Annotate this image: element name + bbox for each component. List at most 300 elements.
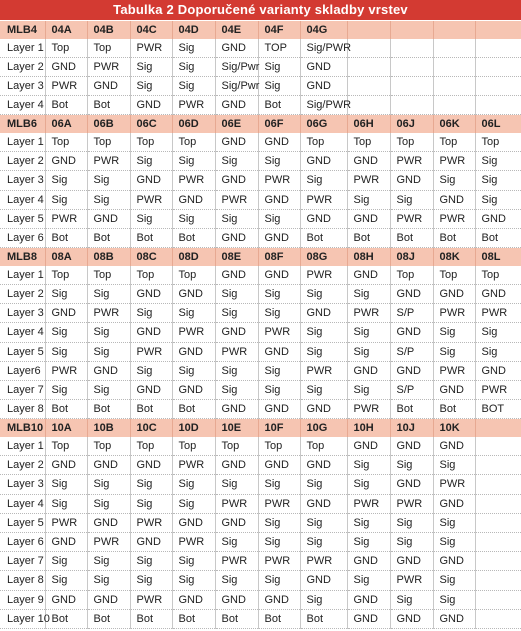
- table-cell: PWR: [300, 266, 347, 284]
- table-cell: Sig: [87, 494, 130, 513]
- table-cell: Sig: [347, 323, 390, 342]
- table-cell: PWR: [300, 552, 347, 571]
- table-row: [0, 304, 521, 323]
- table-row: [0, 133, 521, 151]
- table-cell: Sig: [433, 571, 475, 590]
- table-cell: Bot: [172, 609, 215, 628]
- table-cell: Sig: [347, 475, 390, 494]
- table-cell: [433, 39, 475, 57]
- table-cell: PWR: [300, 361, 347, 380]
- table-cell: Sig: [433, 342, 475, 361]
- table-cell: [475, 39, 521, 57]
- table-cell: Top: [172, 266, 215, 284]
- table-cell: GND: [258, 456, 300, 475]
- table-cell: Bot: [300, 609, 347, 628]
- table-cell: Sig: [300, 380, 347, 399]
- table-cell: Sig: [258, 380, 300, 399]
- variant-header: 04F: [258, 21, 300, 39]
- table-cell: PWR: [172, 532, 215, 551]
- table-cell: GND: [390, 323, 433, 342]
- table-cell: GND: [45, 590, 87, 609]
- table-cell: Sig: [87, 284, 130, 303]
- table-cell: GND: [215, 323, 258, 342]
- variant-header: 06G: [300, 115, 347, 133]
- table-cell: Top: [87, 437, 130, 455]
- table-cell: Sig: [130, 494, 172, 513]
- table-title: Tabulka 2 Doporučené varianty skladby vrstev: [0, 0, 521, 20]
- table-cell: Sig: [433, 323, 475, 342]
- variant-header: 08J: [390, 248, 433, 266]
- table-cell: Sig: [215, 571, 258, 590]
- table-cell: PWR: [347, 494, 390, 513]
- table-cell: [347, 96, 390, 115]
- table-cell: GND: [45, 304, 87, 323]
- table-cell: PWR: [347, 171, 390, 190]
- table-cell: GND: [258, 590, 300, 609]
- layer-label: Layer 4: [0, 96, 45, 115]
- table-cell: GND: [300, 494, 347, 513]
- table-cell: Sig/PWR: [300, 39, 347, 57]
- variant-header: 04C: [130, 21, 172, 39]
- table-cell: Bot: [45, 96, 87, 115]
- table-cell: PWR: [258, 494, 300, 513]
- table-cell: GND: [258, 133, 300, 151]
- table-cell: PWR: [130, 342, 172, 361]
- table-cell: PWR: [45, 76, 87, 95]
- variant-header: [390, 21, 433, 39]
- table-cell: Bot: [87, 228, 130, 247]
- layer-label: Layer 4: [0, 494, 45, 513]
- table-cell: PWR: [172, 96, 215, 115]
- table-cell: PWR: [130, 513, 172, 532]
- table-cell: GND: [87, 76, 130, 95]
- table-cell: Sig: [347, 190, 390, 209]
- table-cell: GND: [300, 76, 347, 95]
- table-cell: PWR: [87, 57, 130, 76]
- table-cell: Bot: [390, 228, 433, 247]
- section-header-row: [0, 115, 521, 133]
- table-cell: Sig: [215, 304, 258, 323]
- table-cell: Sig: [172, 361, 215, 380]
- layer-label: Layer 3: [0, 304, 45, 323]
- table-cell: [347, 57, 390, 76]
- table-cell: Bot: [45, 400, 87, 419]
- table-cell: PWR: [215, 342, 258, 361]
- table-cell: Sig: [347, 380, 390, 399]
- table-cell: [390, 96, 433, 115]
- table-cell: PWR: [172, 323, 215, 342]
- table-cell: PWR: [433, 361, 475, 380]
- table-cell: Sig: [433, 590, 475, 609]
- table-cell: [390, 57, 433, 76]
- table-cell: Sig: [45, 475, 87, 494]
- table-cell: Sig: [475, 342, 521, 361]
- table-cell: Bot: [258, 609, 300, 628]
- table-cell: PWR: [390, 494, 433, 513]
- table-cell: Bot: [215, 609, 258, 628]
- table-cell: Sig: [300, 513, 347, 532]
- table-row: [0, 284, 521, 303]
- table-cell: Sig: [130, 209, 172, 228]
- variant-header: 10F: [258, 419, 300, 437]
- table-cell: Sig: [347, 284, 390, 303]
- table-cell: [433, 57, 475, 76]
- table-row: [0, 361, 521, 380]
- table-cell: GND: [347, 209, 390, 228]
- table-cell: Sig: [347, 532, 390, 551]
- table-cell: GND: [475, 361, 521, 380]
- variant-header: 08L: [475, 248, 521, 266]
- table-cell: Sig: [300, 342, 347, 361]
- variant-header: 04D: [172, 21, 215, 39]
- table-cell: GND: [172, 590, 215, 609]
- table-cell: PWR: [172, 171, 215, 190]
- section-label: MLB4: [0, 21, 45, 39]
- variant-header: [433, 21, 475, 39]
- variant-header: 10G: [300, 419, 347, 437]
- layer-label: Layer6: [0, 361, 45, 380]
- section-label: MLB6: [0, 115, 45, 133]
- table-row: [0, 152, 521, 171]
- table-cell: GND: [130, 323, 172, 342]
- table-cell: Sig: [45, 342, 87, 361]
- layer-label: Layer 7: [0, 552, 45, 571]
- table-cell: GND: [172, 342, 215, 361]
- table-cell: [475, 609, 521, 628]
- table-cell: Top: [45, 437, 87, 455]
- table-cell: GND: [130, 96, 172, 115]
- table-cell: Sig: [433, 171, 475, 190]
- table-cell: Top: [390, 266, 433, 284]
- table-cell: Sig: [172, 57, 215, 76]
- table-cell: S/P: [390, 380, 433, 399]
- table-cell: Sig: [390, 190, 433, 209]
- layer-label: Layer 9: [0, 590, 45, 609]
- table-cell: Bot: [87, 609, 130, 628]
- table-cell: Top: [215, 437, 258, 455]
- table-cell: [347, 76, 390, 95]
- table-row: [0, 209, 521, 228]
- table-cell: GND: [300, 304, 347, 323]
- table-cell: Sig: [300, 590, 347, 609]
- layer-label: Layer 2: [0, 284, 45, 303]
- table-cell: Sig: [433, 513, 475, 532]
- table-cell: [475, 96, 521, 115]
- table-cell: Sig: [258, 571, 300, 590]
- table-cell: Top: [87, 266, 130, 284]
- table-cell: Sig: [475, 152, 521, 171]
- table-cell: GND: [172, 284, 215, 303]
- layer-label: Layer 3: [0, 171, 45, 190]
- table-cell: Bot: [87, 96, 130, 115]
- table-cell: Sig: [87, 552, 130, 571]
- table-cell: Bot: [475, 228, 521, 247]
- table-cell: GND: [390, 437, 433, 455]
- layer-label: Layer 6: [0, 228, 45, 247]
- variant-header: 08H: [347, 248, 390, 266]
- table-cell: GND: [215, 456, 258, 475]
- table-cell: GND: [300, 571, 347, 590]
- table-cell: Sig: [87, 380, 130, 399]
- table-cell: Sig: [130, 571, 172, 590]
- table-cell: [475, 437, 521, 455]
- table-cell: PWR: [215, 190, 258, 209]
- table-cell: Sig: [258, 152, 300, 171]
- table-cell: S/P: [390, 304, 433, 323]
- table-cell: Bot: [433, 228, 475, 247]
- table-row: [0, 57, 521, 76]
- table-cell: GND: [130, 532, 172, 551]
- table-row: [0, 266, 521, 284]
- table-cell: Sig: [45, 380, 87, 399]
- table-cell: Sig: [45, 571, 87, 590]
- table-cell: PWR: [215, 494, 258, 513]
- table-cell: Top: [475, 266, 521, 284]
- variant-header: [475, 21, 521, 39]
- table-cell: Top: [45, 133, 87, 151]
- table-cell: Sig: [300, 475, 347, 494]
- table-cell: GND: [347, 266, 390, 284]
- table-cell: Sig/Pwr: [215, 57, 258, 76]
- layer-label: Layer 10: [0, 609, 45, 628]
- table-row: [0, 437, 521, 455]
- table-cell: Top: [433, 133, 475, 151]
- variant-header: 10C: [130, 419, 172, 437]
- table-row: [0, 609, 521, 628]
- variant-header: 08B: [87, 248, 130, 266]
- table-cell: Sig: [215, 284, 258, 303]
- table-cell: Bot: [87, 400, 130, 419]
- table-cell: Sig: [172, 152, 215, 171]
- table-cell: Top: [258, 437, 300, 455]
- variant-header: 08K: [433, 248, 475, 266]
- table-cell: Sig: [172, 76, 215, 95]
- layer-label: Layer 8: [0, 400, 45, 419]
- table-cell: Sig: [172, 304, 215, 323]
- table-cell: GND: [215, 171, 258, 190]
- table-cell: [475, 494, 521, 513]
- table-cell: Sig: [347, 342, 390, 361]
- variant-header: 10E: [215, 419, 258, 437]
- section-label: MLB10: [0, 419, 45, 437]
- table-cell: GND: [300, 57, 347, 76]
- table-cell: GND: [258, 266, 300, 284]
- table-cell: PWR: [390, 152, 433, 171]
- table-cell: Top: [87, 133, 130, 151]
- table-cell: Sig: [258, 57, 300, 76]
- table-cell: Sig: [258, 76, 300, 95]
- table-cell: Sig: [130, 361, 172, 380]
- table-cell: GND: [87, 456, 130, 475]
- table-cell: GND: [172, 513, 215, 532]
- table-cell: GND: [87, 209, 130, 228]
- table-cell: Top: [347, 133, 390, 151]
- table-row: [0, 190, 521, 209]
- table-cell: PWR: [433, 152, 475, 171]
- table-cell: Bot: [433, 400, 475, 419]
- table-cell: Sig: [172, 571, 215, 590]
- table-cell: Bot: [130, 400, 172, 419]
- table-cell: PWR: [475, 380, 521, 399]
- table-cell: GND: [347, 361, 390, 380]
- table-cell: GND: [45, 57, 87, 76]
- layer-label: Layer 7: [0, 380, 45, 399]
- variant-header: 06K: [433, 115, 475, 133]
- table-cell: PWR: [258, 171, 300, 190]
- table-cell: GND: [130, 456, 172, 475]
- table-cell: GND: [215, 96, 258, 115]
- table-cell: PWR: [433, 475, 475, 494]
- table-cell: GND: [433, 609, 475, 628]
- table-cell: Sig: [130, 475, 172, 494]
- table-row: [0, 552, 521, 571]
- table-cell: GND: [475, 209, 521, 228]
- table-cell: GND: [347, 609, 390, 628]
- variant-header: [475, 419, 521, 437]
- table-cell: Sig: [172, 494, 215, 513]
- table-cell: GND: [215, 266, 258, 284]
- table-cell: Top: [300, 437, 347, 455]
- table-cell: GND: [300, 456, 347, 475]
- table-cell: Sig/PWR: [300, 96, 347, 115]
- table-cell: Top: [45, 266, 87, 284]
- table-cell: Sig: [258, 209, 300, 228]
- table-cell: Sig: [172, 209, 215, 228]
- table-cell: Sig: [45, 284, 87, 303]
- table-cell: [475, 571, 521, 590]
- layer-label: Layer 2: [0, 57, 45, 76]
- variant-header: 04B: [87, 21, 130, 39]
- variant-header: 08D: [172, 248, 215, 266]
- layer-label: Layer 2: [0, 152, 45, 171]
- table-cell: PWR: [433, 304, 475, 323]
- table-cell: GND: [390, 284, 433, 303]
- table-cell: Sig: [172, 552, 215, 571]
- table-row: [0, 228, 521, 247]
- table-cell: Sig: [300, 284, 347, 303]
- table-cell: GND: [347, 437, 390, 455]
- table-cell: Sig: [130, 152, 172, 171]
- table-cell: Sig: [433, 456, 475, 475]
- layer-label: Layer 4: [0, 323, 45, 342]
- table-cell: Top: [130, 437, 172, 455]
- table-row: [0, 532, 521, 551]
- variant-header: 06F: [258, 115, 300, 133]
- table-cell: GND: [433, 190, 475, 209]
- table-row: [0, 590, 521, 609]
- variant-header: 06J: [390, 115, 433, 133]
- table-cell: Top: [172, 437, 215, 455]
- layer-label: Layer 3: [0, 475, 45, 494]
- table-cell: [475, 552, 521, 571]
- table-cell: GND: [45, 456, 87, 475]
- table-cell: GND: [215, 133, 258, 151]
- table-cell: GND: [475, 284, 521, 303]
- table-cell: Sig: [87, 475, 130, 494]
- table-cell: Sig: [130, 76, 172, 95]
- table-cell: GND: [347, 590, 390, 609]
- variant-header: 10K: [433, 419, 475, 437]
- table-cell: PWR: [347, 304, 390, 323]
- table-cell: Sig: [390, 456, 433, 475]
- table-cell: Sig: [45, 190, 87, 209]
- variant-header: 10A: [45, 419, 87, 437]
- table-cell: GND: [215, 400, 258, 419]
- table-cell: PWR: [45, 361, 87, 380]
- table-cell: Sig: [130, 552, 172, 571]
- table-cell: Top: [87, 39, 130, 57]
- table-cell: PWR: [390, 571, 433, 590]
- variant-header: 08F: [258, 248, 300, 266]
- table-cell: Sig: [87, 342, 130, 361]
- variant-header: 06H: [347, 115, 390, 133]
- table-cell: Sig: [45, 323, 87, 342]
- table-cell: Sig: [215, 475, 258, 494]
- table-cell: Sig: [475, 323, 521, 342]
- table-cell: Sig: [215, 152, 258, 171]
- table-cell: Bot: [258, 96, 300, 115]
- table-cell: Sig: [475, 190, 521, 209]
- table-row: [0, 494, 521, 513]
- table-cell: Top: [390, 133, 433, 151]
- table-cell: [347, 39, 390, 57]
- table-cell: GND: [258, 342, 300, 361]
- table-cell: Sig: [87, 171, 130, 190]
- table-cell: Sig: [300, 532, 347, 551]
- table-cell: Bot: [130, 609, 172, 628]
- table-cell: Bot: [172, 400, 215, 419]
- table-cell: PWR: [130, 39, 172, 57]
- table-cell: BOT: [475, 400, 521, 419]
- table-cell: GND: [390, 475, 433, 494]
- table-cell: [433, 96, 475, 115]
- table-cell: Sig: [172, 39, 215, 57]
- table-cell: GND: [300, 152, 347, 171]
- table-cell: Sig/Pwr: [215, 76, 258, 95]
- variant-header: 10H: [347, 419, 390, 437]
- table-cell: Bot: [300, 228, 347, 247]
- table-cell: Sig: [300, 171, 347, 190]
- table-cell: [475, 76, 521, 95]
- table-cell: Sig: [215, 361, 258, 380]
- table-cell: Sig: [258, 304, 300, 323]
- table-cell: Top: [130, 133, 172, 151]
- table-cell: Sig: [347, 513, 390, 532]
- table-cell: GND: [433, 284, 475, 303]
- layer-label: Layer 1: [0, 133, 45, 151]
- variant-header: 04G: [300, 21, 347, 39]
- table-cell: Sig: [130, 304, 172, 323]
- variant-header: [347, 21, 390, 39]
- table-cell: GND: [300, 209, 347, 228]
- variant-header: 06L: [475, 115, 521, 133]
- variant-header: 06B: [87, 115, 130, 133]
- layer-label: Layer 1: [0, 39, 45, 57]
- table-cell: Sig: [258, 284, 300, 303]
- section-header-row: [0, 21, 521, 39]
- table-cell: PWR: [45, 513, 87, 532]
- table-cell: Bot: [172, 228, 215, 247]
- variant-header: 10D: [172, 419, 215, 437]
- table-row: [0, 456, 521, 475]
- table-row: [0, 571, 521, 590]
- table-cell: PWR: [130, 190, 172, 209]
- table-cell: [475, 475, 521, 494]
- table-cell: GND: [258, 190, 300, 209]
- table-cell: Sig: [347, 456, 390, 475]
- table-cell: S/P: [390, 342, 433, 361]
- table-cell: GND: [433, 494, 475, 513]
